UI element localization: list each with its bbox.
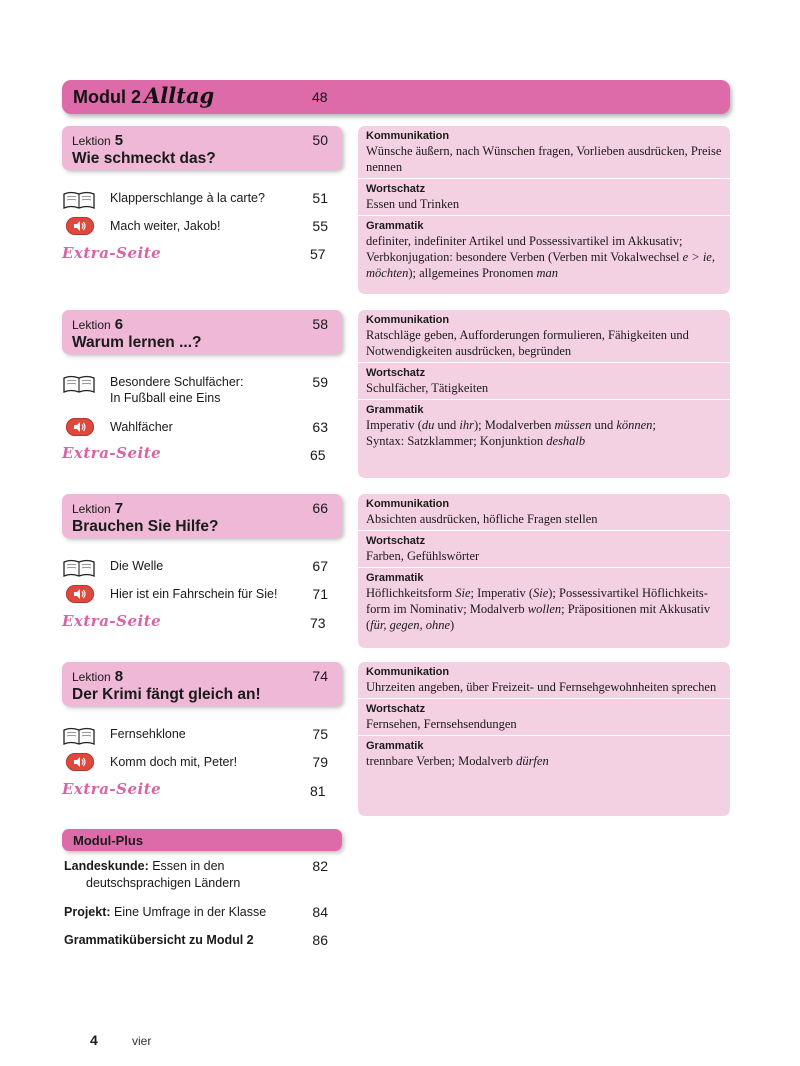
book-icon xyxy=(62,190,96,210)
extra-page-number: 73 xyxy=(310,615,326,631)
item-title: Fernsehklone xyxy=(110,727,186,741)
wortschatz-section xyxy=(358,362,730,399)
row-page-number: 84 xyxy=(312,904,328,920)
lesson-7-info-box xyxy=(358,494,730,648)
book-icon xyxy=(62,726,96,746)
footer-page-number: 4 xyxy=(90,1032,98,1048)
item-page-number: 71 xyxy=(312,586,328,602)
lesson-number: 7 xyxy=(114,500,124,517)
section-text: trennbare Verben; Modalverb dürfen xyxy=(366,754,549,768)
extra-page-number: 65 xyxy=(310,447,326,463)
grammatik-section xyxy=(358,215,730,284)
lesson-title: Der Krimi fängt gleich an! xyxy=(72,686,261,703)
grammatik-section xyxy=(358,735,730,772)
item-page-number: 79 xyxy=(312,754,328,770)
section-heading: Wortschatz xyxy=(366,367,426,379)
landeskunde-row[interactable]: Landeskunde: Essen in den deutschsprachigen Ländern 82 xyxy=(64,858,328,890)
grammatik-section xyxy=(358,567,730,636)
section-text: Höflichkeitsform Sie; Imperativ (Sie); Possessivartikel Höflichkeits- form im Nominativ; Modalverb wollen; Präpositionen mit Akkusativ (für, gegen, ohne) xyxy=(366,586,711,632)
projekt-row[interactable]: Projekt: Eine Umfrage in der Klasse 84 xyxy=(64,904,328,920)
section-text: Ratschläge geben, Aufforderungen formulieren, Fähigkeiten und Notwendigkeiten ausdrücken, begründen xyxy=(366,328,689,358)
lesson-6-info-box xyxy=(358,310,730,478)
kommunikation-section xyxy=(358,126,730,178)
item-title: Die Welle xyxy=(110,559,164,573)
kommunikation-section xyxy=(358,310,730,362)
section-heading: Grammatik xyxy=(366,220,424,232)
row-page-number: 82 xyxy=(312,858,328,874)
section-heading: Grammatik xyxy=(366,740,424,752)
section-text: Schulfächer, Tätigkeiten xyxy=(366,381,489,395)
section-heading: Kommunikation xyxy=(366,666,450,678)
lesson-8-info-box xyxy=(358,662,730,816)
audio-icon xyxy=(66,418,94,436)
footer-page-word: vier xyxy=(132,1034,152,1048)
wortschatz-section xyxy=(358,698,730,735)
extra-page-number: 81 xyxy=(310,783,326,799)
book-icon xyxy=(62,558,96,578)
item-page-number: 51 xyxy=(312,190,328,206)
item-page-number: 63 xyxy=(312,419,328,435)
lesson-label: Lektion 6 xyxy=(72,316,124,333)
modul-title: Modul 2 xyxy=(73,87,141,107)
item-page-number: 59 xyxy=(312,374,328,390)
lesson-title: Warum lernen ...? xyxy=(72,334,202,351)
section-heading: Kommunikation xyxy=(366,498,450,510)
modul-plus-bar xyxy=(62,829,342,851)
lesson-number: 6 xyxy=(114,316,124,333)
extra-page-label[interactable]: Extra-Seite xyxy=(62,244,162,262)
lesson-page-number: 50 xyxy=(312,132,328,148)
lesson-label: Lektion 5 xyxy=(72,132,124,149)
section-text: Uhrzeiten angeben, über Freizeit- und Fernsehgewohnheiten sprechen xyxy=(366,680,717,694)
item-title: Komm doch mit, Peter! xyxy=(110,755,238,769)
section-text: Essen und Trinken xyxy=(366,197,460,211)
modul-header-bar xyxy=(62,80,730,114)
item-title: Besondere Schulfächer: In Fußball eine Eins xyxy=(110,375,244,405)
section-text: Absichten ausdrücken, höfliche Fragen stellen xyxy=(366,512,598,526)
lesson-page-number: 58 xyxy=(312,316,328,332)
book-icon xyxy=(62,374,96,394)
item-title: Hier ist ein Fahrschein für Sie! xyxy=(110,587,278,601)
modul-plus-title: Modul-Plus xyxy=(73,833,144,848)
audio-icon xyxy=(66,753,94,771)
kommunikation-section xyxy=(358,662,730,698)
lesson-8-header[interactable] xyxy=(62,662,342,706)
audio-icon xyxy=(66,585,94,603)
row-page-number: 86 xyxy=(312,932,328,948)
extra-page-label[interactable]: Extra-Seite xyxy=(62,780,162,798)
lesson-label: Lektion 7 xyxy=(72,500,124,517)
lesson-6-header[interactable] xyxy=(62,310,342,354)
wortschatz-section xyxy=(358,178,730,215)
lesson-title: Wie schmeckt das? xyxy=(72,150,216,167)
item-title: Wahlfächer xyxy=(110,420,173,434)
item-title: Mach weiter, Jakob! xyxy=(110,219,221,233)
lesson-5-header[interactable] xyxy=(62,126,342,170)
extra-page-number: 57 xyxy=(310,246,326,262)
lesson-number: 8 xyxy=(114,668,124,685)
kommunikation-section xyxy=(358,494,730,530)
section-heading: Grammatik xyxy=(366,404,424,416)
wortschatz-section xyxy=(358,530,730,567)
section-text: Wünsche äußern, nach Wünschen fragen, Vorlieben ausdrücken, Preise nennen xyxy=(366,144,722,174)
section-heading: Wortschatz xyxy=(366,703,426,715)
grammatik-section xyxy=(358,399,730,452)
lesson-number: 5 xyxy=(114,132,124,149)
section-text: Fernsehen, Fernsehsendungen xyxy=(366,717,517,731)
section-text: Farben, Gefühlswörter xyxy=(366,549,480,563)
section-heading: Kommunikation xyxy=(366,314,450,326)
lesson-title: Brauchen Sie Hilfe? xyxy=(72,518,219,535)
item-title: Klapperschlange à la carte? xyxy=(110,191,265,205)
section-text: definiter, indefiniter Artikel und Possessivartikel im Akkusativ; Verbkonjugation: besondere Verben (Verben mit Vokalwechsel e > ie, möchten); allgemeines Pronomen man xyxy=(366,234,715,280)
grammatikuebersicht-row[interactable]: Grammatikübersicht zu Modul 2 86 xyxy=(64,932,328,948)
item-page-number: 67 xyxy=(312,558,328,574)
item-page-number: 75 xyxy=(312,726,328,742)
modul-page-number[interactable]: 48 xyxy=(312,89,328,105)
lesson-7-header[interactable] xyxy=(62,494,342,538)
section-heading: Wortschatz xyxy=(366,535,426,547)
item-page-number: 55 xyxy=(312,218,328,234)
extra-page-label[interactable]: Extra-Seite xyxy=(62,444,162,462)
lesson-page-number: 74 xyxy=(312,668,328,684)
lesson-label: Lektion 8 xyxy=(72,668,124,685)
audio-icon xyxy=(66,217,94,235)
section-heading: Kommunikation xyxy=(366,130,450,142)
section-heading: Grammatik xyxy=(366,572,424,584)
section-heading: Wortschatz xyxy=(366,183,426,195)
extra-page-label[interactable]: Extra-Seite xyxy=(62,612,162,630)
section-text: Imperativ (du und ihr); Modalverben müssen und können; Syntax: Satzklammer; Konjunktion deshalb xyxy=(366,418,656,448)
lesson-5-info-box xyxy=(358,126,730,294)
modul-name: Alltag xyxy=(144,83,215,108)
lesson-page-number: 66 xyxy=(312,500,328,516)
